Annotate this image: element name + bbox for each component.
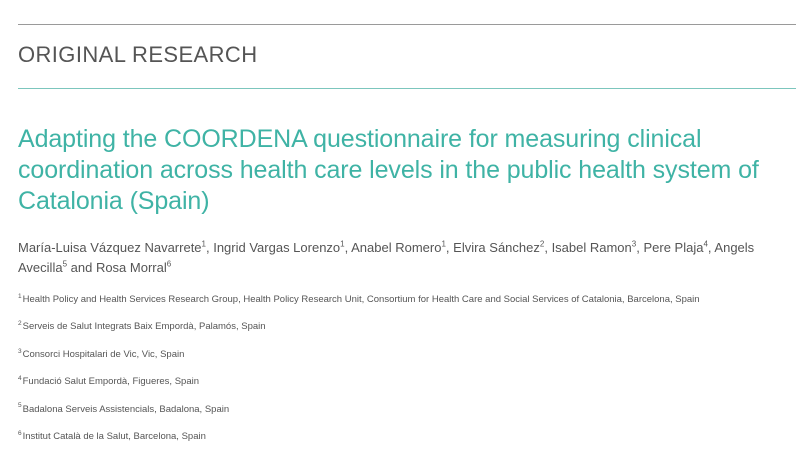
- author-affiliation-mark: 4: [703, 239, 708, 249]
- author-name: Elvira Sánchez: [453, 240, 540, 255]
- author[interactable]: [552, 240, 637, 255]
- affiliation-number: 6: [18, 429, 22, 437]
- author-separator: ,: [445, 240, 454, 255]
- author-separator: and: [67, 260, 96, 275]
- author-list: [18, 238, 788, 278]
- affiliation-item: [18, 321, 788, 348]
- author-affiliation-mark: 1: [340, 239, 345, 249]
- author-name: María-Luisa Vázquez Navarrete: [18, 240, 202, 255]
- affiliation-item: [18, 431, 788, 458]
- author[interactable]: [18, 240, 206, 255]
- author-name: Rosa Morral: [95, 260, 167, 275]
- author-affiliation-mark: 3: [631, 239, 637, 249]
- affiliation-number: 3: [18, 347, 22, 355]
- author-affiliation-mark: 6: [166, 259, 172, 269]
- author-name: Anabel Romero: [351, 240, 442, 255]
- author-separator: ,: [636, 240, 644, 255]
- author-affiliation-mark: 1: [201, 239, 206, 249]
- top-divider: [18, 24, 796, 25]
- affiliation-number: 5: [18, 402, 22, 410]
- affiliation-text: Badalona Serveis Assistencials, Badalona, Spain: [22, 403, 230, 415]
- affiliation-text: Fundació Salut Empordà, Figueres, Spain: [22, 376, 200, 388]
- author[interactable]: [351, 240, 446, 255]
- author-separator: ,: [205, 240, 214, 255]
- affiliation-number: 4: [18, 375, 22, 383]
- affiliation-list: [18, 294, 788, 458]
- author[interactable]: [213, 240, 344, 255]
- section-divider: [18, 88, 796, 89]
- author[interactable]: [96, 260, 171, 275]
- affiliation-item: [18, 376, 788, 403]
- author-affiliation-mark: 1: [441, 239, 446, 249]
- author-name: Angels Avecilla: [18, 240, 755, 275]
- affiliation-item: [18, 404, 788, 431]
- author-name: Ingrid Vargas Lorenzo: [213, 240, 341, 255]
- author-affiliation-mark: 2: [539, 239, 545, 249]
- author-separator: ,: [544, 240, 552, 255]
- author-separator: ,: [707, 240, 715, 255]
- author-affiliation-mark: 5: [62, 259, 68, 269]
- author[interactable]: [643, 240, 707, 255]
- author[interactable]: [453, 240, 544, 255]
- affiliation-number: 1: [18, 292, 22, 300]
- affiliation-item: [18, 349, 788, 376]
- affiliation-text: Institut Català de la Salut, Barcelona, Spain: [22, 430, 206, 442]
- author-name: Pere Plaja: [643, 240, 704, 255]
- affiliation-number: 2: [18, 320, 22, 328]
- article-title: Adapting the COORDENA questionnaire for measuring clinical coordination across health care levels in the public health system of Catalonia (Spain): [18, 125, 759, 215]
- affiliation-item: [18, 294, 788, 321]
- affiliation-text: Serveis de Salut Integrats Baix Empordà, Palamós, Spain: [22, 321, 266, 333]
- author-separator: ,: [344, 240, 352, 255]
- affiliation-text: Consorci Hospitalari de Vic, Vic, Spain: [22, 348, 185, 360]
- affiliation-text: Health Policy and Health Services Research Group, Health Policy Research Unit, Consortium for Health Care and Social Services of Catalonia, Barcelona, Spain: [22, 294, 700, 305]
- author-name: Isabel Ramon: [551, 240, 632, 255]
- section-label: ORIGINAL RESEARCH: [18, 42, 258, 67]
